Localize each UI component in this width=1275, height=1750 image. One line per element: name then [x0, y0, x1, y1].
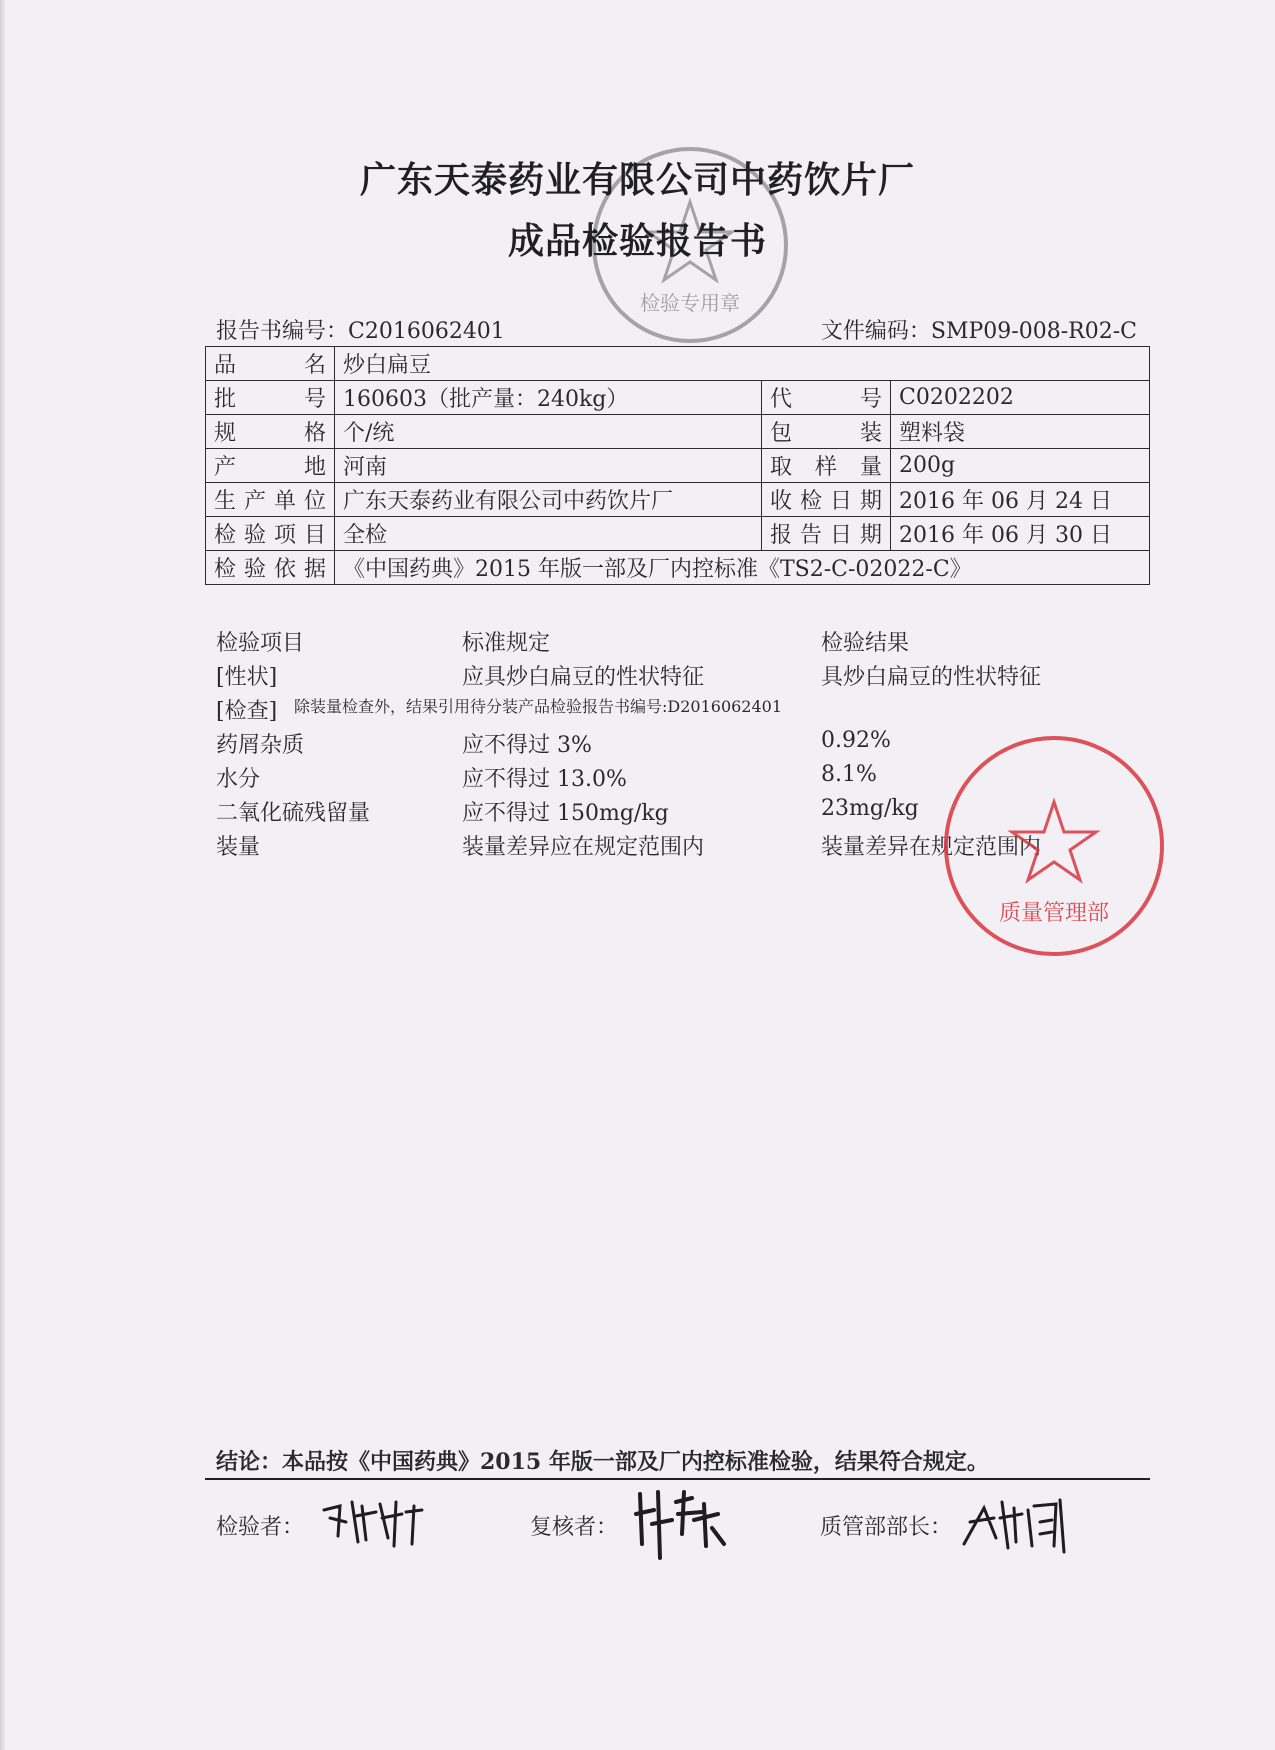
item-name: 装量: [216, 835, 261, 860]
maker-label: 生产单位: [206, 483, 335, 517]
report-number: 报告书编号：C2016062401: [216, 319, 505, 344]
company-title: 广东天泰药业有限公司中药饮片厂: [359, 159, 915, 201]
table-row: [206, 449, 1150, 483]
test-item-label: 检验项目: [206, 517, 335, 551]
receive-date-value: 2016 年 06 月 24 日: [891, 483, 1150, 517]
svg-text:质量管理部: 质量管理部: [998, 901, 1110, 926]
item-name: 二氧化硫残留量: [216, 801, 371, 826]
svg-text:检验专用章: 检验专用章: [640, 291, 740, 315]
check-note: 除装量检查外，结果引用待分装产品检验报告书编号:D2016062401: [294, 697, 783, 716]
table-row: [206, 483, 1150, 517]
code-value: C0202202: [891, 381, 1150, 415]
reviewer-signature: [632, 1484, 732, 1564]
spec-label: 规 格: [206, 415, 335, 449]
item-standard: 应不得过 3%: [462, 733, 592, 758]
maker-value: 广东天泰药业有限公司中药饮片厂: [335, 483, 762, 517]
code-label: 代 号: [762, 381, 891, 415]
inspector-signature: [318, 1492, 428, 1552]
product-info-table: [205, 346, 1150, 585]
item-result: 具炒白扁豆的性状特征: [821, 665, 1042, 690]
item-name: [检查]: [216, 699, 278, 724]
report-date-label: 报告日期: [762, 517, 891, 551]
item-result: 装量差异在规定范围内: [821, 835, 1042, 860]
table-row: [206, 347, 1150, 381]
basis-label: 检验依据: [206, 551, 335, 585]
table-row: [206, 415, 1150, 449]
list-item: [216, 694, 1116, 728]
qa-head-label: 质管部部长：: [820, 1515, 953, 1540]
header-standard: 标准规定: [462, 631, 551, 656]
table-row: [206, 517, 1150, 551]
pack-value: 塑料袋: [891, 415, 1150, 449]
inspector-label: 检验者：: [216, 1515, 305, 1540]
table-row: [206, 381, 1150, 415]
origin-label: 产 地: [206, 449, 335, 483]
item-result: 8.1%: [821, 762, 877, 787]
item-result: 23mg/kg: [821, 796, 919, 821]
file-code: 文件编码：SMP09-008-R02-C: [820, 319, 1137, 344]
sample-label: 取 样 量: [762, 449, 891, 483]
item-name: 水分: [216, 767, 261, 792]
basis-value: 《中国药典》2015 年版一部及厂内控标准《TS2-C-02022-C》: [335, 551, 1150, 585]
divider: [205, 1478, 1150, 1480]
table-row: [206, 551, 1150, 585]
item-standard: 应具炒白扁豆的性状特征: [462, 665, 705, 690]
item-standard: 应不得过 13.0%: [462, 767, 627, 792]
header-result: 检验结果: [821, 631, 910, 656]
report-date-value: 2016 年 06 月 30 日: [891, 517, 1150, 551]
item-standard: 装量差异应在规定范围内: [462, 835, 705, 860]
qa-head-signature: [956, 1488, 1080, 1560]
batch-label: 批 号: [206, 381, 335, 415]
item-standard: 应不得过 150mg/kg: [462, 801, 669, 826]
header-item: 检验项目: [216, 631, 305, 656]
reviewer-label: 复核者：: [530, 1515, 619, 1540]
qa-department-stamp: [938, 730, 1170, 962]
sample-value: 200g: [891, 449, 1150, 483]
batch-value: 160603（批产量：240kg）: [335, 381, 762, 415]
conclusion: 结论：本品按《中国药典》2015 年版一部及厂内控标准检验，结果符合规定。: [216, 1449, 989, 1475]
item-name: 药屑杂质: [216, 733, 305, 758]
report-title: 成品检验报告书: [507, 220, 767, 262]
product-label: 品 名: [206, 347, 335, 381]
spec-value: 个/统: [335, 415, 762, 449]
item-name: [性状]: [216, 665, 278, 690]
origin-value: 河南: [335, 449, 762, 483]
product-value: 炒白扁豆: [335, 347, 1150, 381]
results-header: [216, 626, 1116, 660]
receive-date-label: 收检日期: [762, 483, 891, 517]
pack-label: 包 装: [762, 415, 891, 449]
list-item: [216, 660, 1116, 694]
item-result: 0.92%: [821, 728, 891, 753]
test-item-value: 全检: [335, 517, 762, 551]
